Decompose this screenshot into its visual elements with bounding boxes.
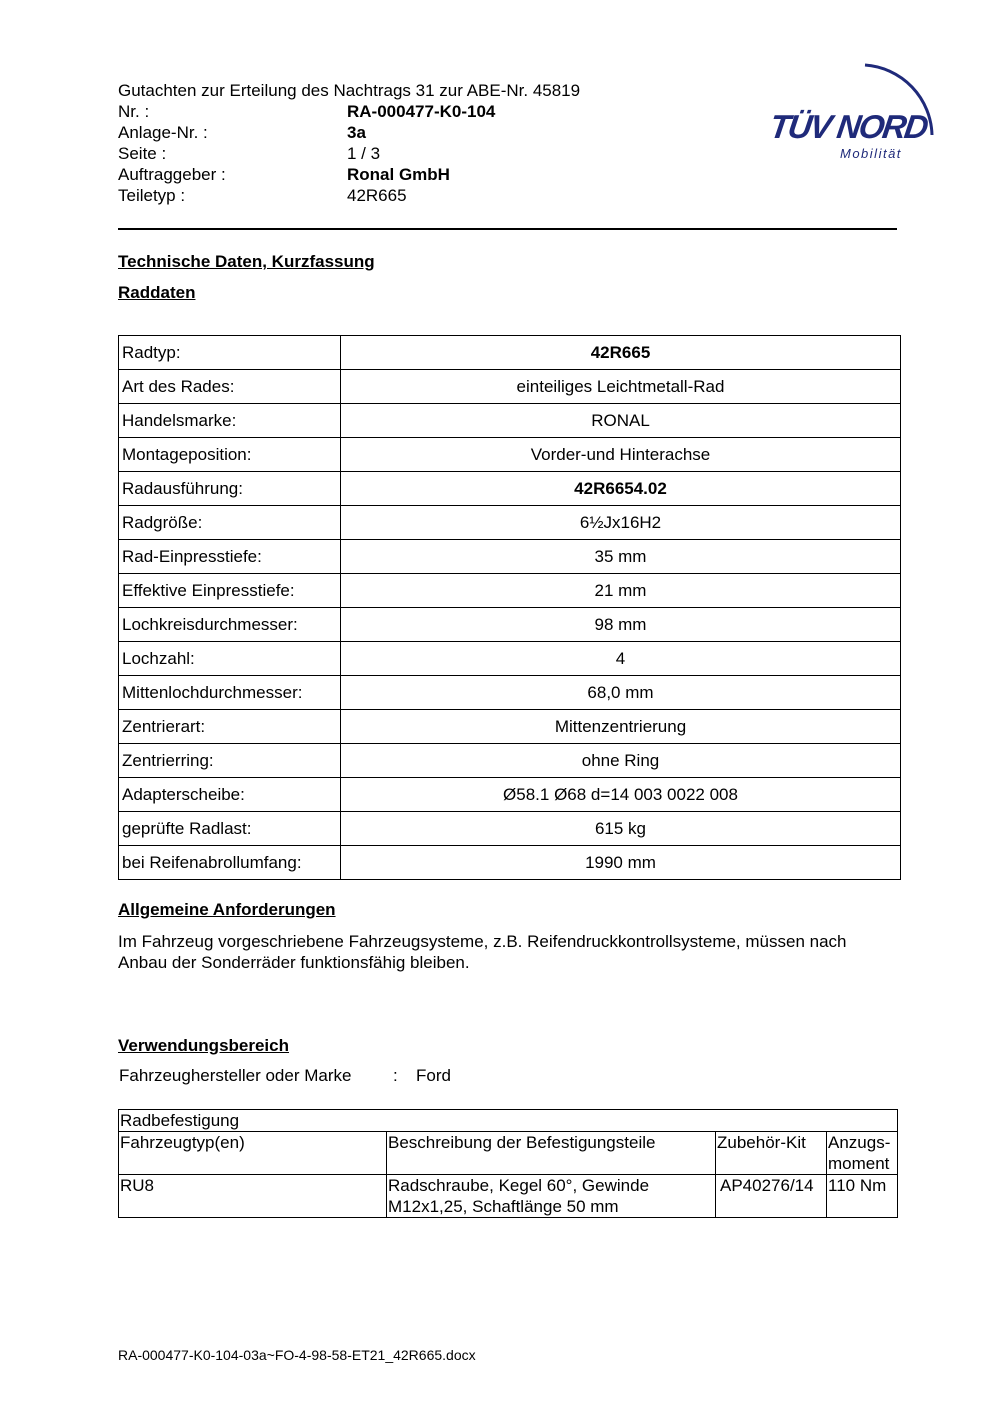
spec-value: 42R6654.02: [341, 472, 901, 506]
header-value: 42R665: [347, 186, 407, 205]
spec-value: ohne Ring: [341, 744, 901, 778]
header-row-page: [118, 143, 678, 164]
col-header-description: Beschreibung der Befestigungsteile: [387, 1132, 716, 1175]
spec-label: Zentrierring:: [119, 744, 341, 778]
spec-label: Zentrierart:: [119, 710, 341, 744]
spec-label: Radtyp:: [119, 336, 341, 370]
spec-label: Rad-Einpresstiefe:: [119, 540, 341, 574]
spec-label: Lochzahl:: [119, 642, 341, 676]
spec-value: Ø58.1 Ø68 d=14 003 0022 008: [341, 778, 901, 812]
spec-label: Radausführung:: [119, 472, 341, 506]
table-row: [119, 370, 901, 404]
maker-label: Fahrzeughersteller oder Marke: [119, 1066, 352, 1085]
fixing-caption-row: [119, 1110, 898, 1132]
spec-label: Handelsmarke:: [119, 404, 341, 438]
table-row: [119, 574, 901, 608]
logo-subtitle: Mobilität: [840, 146, 902, 161]
logo-wordmark: TÜV NORD: [767, 108, 930, 145]
report-title: Gutachten zur Erteilung des Nachtrags 31 zur ABE-Nr. 45819: [118, 81, 581, 100]
header-row-number: [118, 101, 678, 122]
spec-value: 4: [341, 642, 901, 676]
header-divider: [118, 228, 897, 230]
spec-value: 35 mm: [341, 540, 901, 574]
header-value: Ronal GmbH: [347, 165, 450, 184]
spec-label: Effektive Einpresstiefe:: [119, 574, 341, 608]
header-label: Seite :: [118, 144, 167, 163]
header-value: 3a: [347, 123, 366, 142]
section-title: Technische Daten, Kurzfassung: [118, 252, 375, 271]
wheel-fixing-table: [118, 1109, 898, 1218]
header-row-client: [118, 164, 678, 185]
spec-label: bei Reifenabrollumfang:: [119, 846, 341, 880]
tuv-nord-logo: [767, 60, 945, 170]
table-row: [119, 744, 901, 778]
requirements-title: Allgemeine Anforderungen: [118, 900, 336, 919]
table-row: [119, 506, 901, 540]
header-row-part-type: [118, 185, 678, 206]
document-header: [118, 80, 678, 206]
header-label: Nr. :: [118, 102, 150, 121]
header-label: Auftraggeber :: [118, 165, 226, 184]
spec-label: Radgröße:: [119, 506, 341, 540]
spec-label: Mittenlochdurchmesser:: [119, 676, 341, 710]
spec-value: 1990 mm: [341, 846, 901, 880]
spec-value: 21 mm: [341, 574, 901, 608]
cell-description: Radschraube, Kegel 60°, Gewinde M12x1,25, Schaftlänge 50 mm: [387, 1175, 716, 1218]
spec-value: Vorder-und Hinterachse: [341, 438, 901, 472]
header-label: Teiletyp :: [118, 186, 186, 205]
fixing-caption: Radbefestigung: [119, 1110, 898, 1132]
table-row: [119, 642, 901, 676]
spec-label: Adapterscheibe:: [119, 778, 341, 812]
header-label: Anlage-Nr. :: [118, 123, 208, 142]
table-row: [119, 710, 901, 744]
table-row: [119, 676, 901, 710]
table-row: [119, 778, 901, 812]
table-row: [119, 336, 901, 370]
spec-label: Lochkreisdurchmesser:: [119, 608, 341, 642]
cell-kit: AP40276/14: [716, 1175, 827, 1218]
spec-label: Art des Rades:: [119, 370, 341, 404]
spec-value: 68,0 mm: [341, 676, 901, 710]
table-row: [119, 608, 901, 642]
cell-vehicle-type: RU8: [119, 1175, 387, 1218]
usage-title: Verwendungsbereich: [118, 1036, 289, 1055]
table-row: [119, 540, 901, 574]
section-subtitle: Raddaten: [118, 283, 196, 302]
requirements-text: Im Fahrzeug vorgeschriebene Fahrzeugsysteme, z.B. Reifendruckkontrollsysteme, müssen nach Anbau der Sonderräder funktionsfähig bleiben.: [118, 932, 847, 972]
col-header-torque: Anzugs-moment: [827, 1132, 898, 1175]
spec-value: 6½Jx16H2: [341, 506, 901, 540]
col-header-kit: Zubehör-Kit: [716, 1132, 827, 1175]
cell-torque: 110 Nm: [827, 1175, 898, 1218]
table-row: [119, 846, 901, 880]
col-header-vehicle-type: Fahrzeugtyp(en): [119, 1132, 387, 1175]
spec-value: einteiliges Leichtmetall-Rad: [341, 370, 901, 404]
header-value: RA-000477-K0-104: [347, 102, 496, 121]
spec-value: 42R665: [341, 336, 901, 370]
maker-separator: :: [393, 1066, 398, 1085]
maker-value: Ford: [416, 1066, 451, 1085]
wheel-data-table: [118, 335, 901, 880]
table-row: [119, 1175, 898, 1218]
fixing-header-row: [119, 1132, 898, 1175]
spec-value: 615 kg: [341, 812, 901, 846]
table-row: [119, 438, 901, 472]
table-row: [119, 472, 901, 506]
spec-label: geprüfte Radlast:: [119, 812, 341, 846]
table-row: [119, 812, 901, 846]
spec-value: 98 mm: [341, 608, 901, 642]
file-name-footer: RA-000477-K0-104-03a~FO-4-98-58-ET21_42R665.docx: [118, 1347, 476, 1363]
spec-label: Montageposition:: [119, 438, 341, 472]
spec-value: RONAL: [341, 404, 901, 438]
header-value: 1 / 3: [347, 144, 381, 163]
vehicle-maker-line: [119, 1066, 451, 1086]
spec-value: Mittenzentrierung: [341, 710, 901, 744]
table-row: [119, 404, 901, 438]
header-row-appendix: [118, 122, 678, 143]
